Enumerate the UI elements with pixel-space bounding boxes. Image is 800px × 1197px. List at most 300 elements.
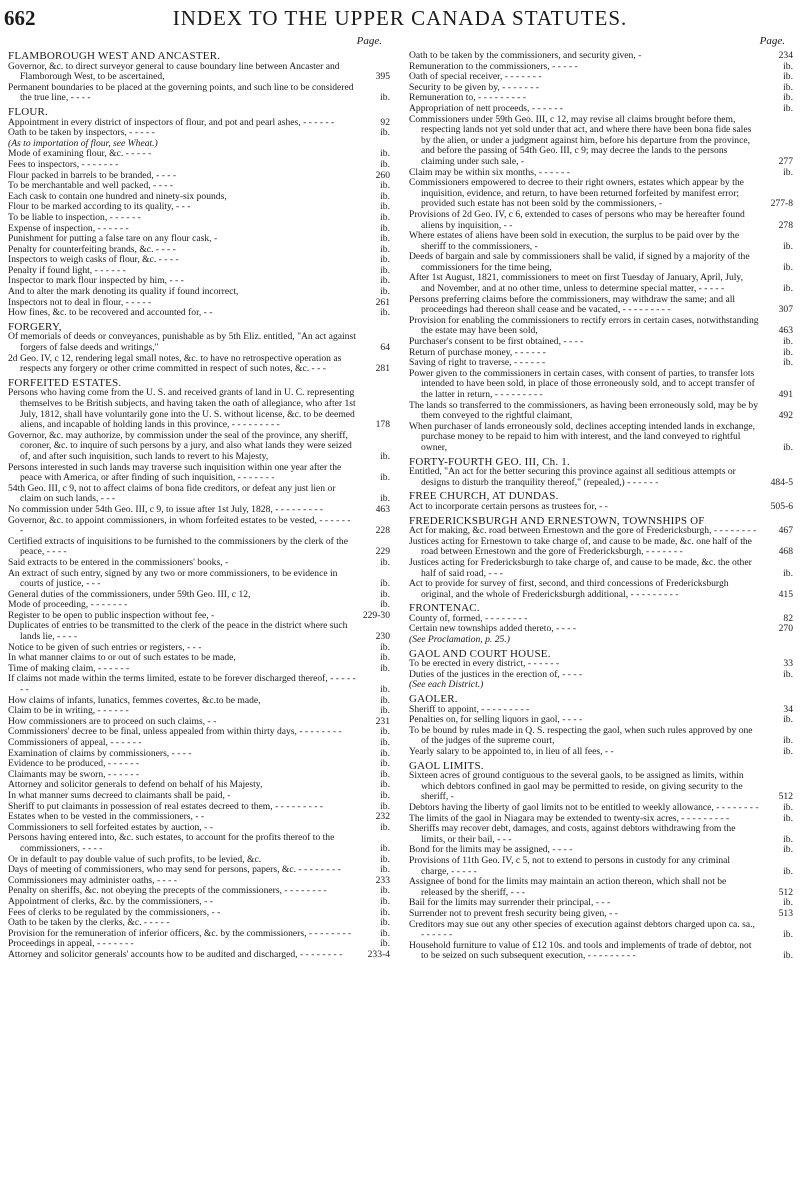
- entry-page-ref: ib.: [380, 800, 390, 812]
- entry-text: If claims not made within the terms limited, estate to be forever discharged thereof, - - - - - - -: [8, 673, 356, 696]
- index-entry: [8, 950, 390, 961]
- index-entry: [8, 160, 390, 171]
- entry-text: Sheriff to put claimants in possession of real estates decreed to them, - - - - - - - - -: [8, 800, 323, 812]
- entry-text: Penalty if found light, - - - - - -: [8, 264, 126, 276]
- index-entry: [8, 213, 390, 224]
- entry-text: Sheriffs may recover debt, damages, and costs, against debtors withdrawing from the limits, or their bail, - - -: [409, 823, 736, 845]
- entry-page-ref: 92: [380, 116, 390, 128]
- entry-page-ref: ib.: [380, 578, 390, 590]
- entry-text: Provision for the remuneration of inferior officers, &c. by the commissioners, - - - - - - - -: [8, 927, 352, 939]
- index-section: [8, 322, 390, 375]
- entry-page-ref: 415: [778, 588, 793, 600]
- entry-page-ref: 230: [375, 631, 390, 643]
- entry-page-ref: ib.: [783, 357, 793, 369]
- entry-text: Surrender not to prevent fresh security being given, - -: [409, 907, 618, 919]
- entry-text: Duties of the justices in the erection of, - - - -: [409, 668, 583, 680]
- entry-text: Said extracts to be entered in the commissioners' books, -: [8, 556, 229, 568]
- entry-text: To be merchantable and well packed, - - - -: [8, 180, 174, 192]
- entry-text: Act for making, &c. road between Ernestown and the gore of Fredericksburgh, - - - - - - - -: [409, 525, 757, 537]
- entry-text: Purchaser's consent to be first obtained, - - - -: [409, 336, 584, 348]
- entry-text: Appropriation of nett proceeds, - - - - - -: [409, 102, 563, 114]
- index-entry: [409, 273, 793, 294]
- entry-text: Yearly salary to be appointed to, in lieu of all fees, - -: [409, 746, 614, 757]
- entry-text: Assignee of bond for the limits may maintain an action thereon, which shall not be released by the sheriff, - - -: [409, 876, 727, 898]
- index-entry: [8, 308, 390, 319]
- index-entry: [409, 579, 793, 600]
- section-heading: FLAMBOROUGH WEST AND ANCASTER.: [8, 50, 221, 62]
- entry-page-ref: 281: [375, 363, 390, 375]
- section-heading: FLOUR.: [8, 105, 49, 118]
- page-column-label: Page.: [356, 35, 382, 47]
- entry-page-ref: ib.: [783, 714, 793, 726]
- index-entry: [409, 115, 793, 168]
- entry-text: Commissioners to sell forfeited estates by auction, - -: [8, 821, 213, 833]
- entry-text: Time of making claim, - - - - - -: [8, 662, 130, 674]
- entry-page-ref: ib.: [380, 243, 390, 255]
- entry-page-ref: ib.: [380, 853, 390, 865]
- entry-page-ref: ib.: [380, 938, 390, 950]
- entry-text: Commissioners of appeal, - - - - - -: [8, 737, 142, 748]
- index-entry: [409, 909, 793, 920]
- entry-text: Act to provide for survey of first, second, and third concessions of Fredericksburgh original, and the whole of Fredericksburgh additional, - - - - - - - - -: [409, 578, 729, 600]
- index-entry: [8, 505, 390, 516]
- entry-text: Certain new townships added thereto, - - - -: [409, 623, 577, 635]
- entry-text: Household furniture to value of £12 10s. and tools and implements of trade of debtor, not to be seized on such subsequent execution, - - - - - - - - -: [409, 939, 752, 962]
- entry-page-ref: ib.: [783, 92, 793, 104]
- entry-text: General duties of the commissioners, under 59th Geo. III, c 12,: [8, 588, 251, 600]
- entry-page-ref: ib.: [380, 275, 390, 287]
- entry-page-ref: 463: [375, 503, 390, 515]
- section-heading: FORTY-FOURTH GEO. III, Ch. 1.: [409, 455, 570, 468]
- index-entry: [8, 833, 390, 854]
- index-entry: [409, 178, 793, 210]
- index-entry: [409, 824, 793, 845]
- page-header: [0, 2, 800, 32]
- entry-text: Flour to be marked according to its quality, - - -: [8, 201, 191, 213]
- entry-page-ref: 229: [375, 546, 390, 558]
- index-section: [8, 51, 390, 104]
- entry-page-ref: ib.: [783, 336, 793, 348]
- entry-text: Persons preferring claims before the commissioners, may withdraw the same; and all proceedings had thereon shall cease and be vacated, - - - - - - - - -: [409, 293, 736, 316]
- entry-page-ref: 307: [778, 304, 793, 316]
- entry-text: Persons having entered into, &c. such estates, to account for the profits thereof to the commissioners, - - - -: [8, 832, 335, 854]
- entry-page-ref: ib.: [783, 240, 793, 252]
- index-entry: [8, 621, 390, 642]
- entry-text: When purchaser of lands erroneously sold, declines accepting intended lands in exchange, purchase money to be repaid to him with interest, and the land conveyed to rightful owner,: [409, 420, 756, 453]
- entry-text: County of, formed, - - - - - - - -: [409, 612, 528, 624]
- entry-page-ref: ib.: [783, 735, 793, 747]
- index-section: [409, 516, 793, 601]
- entry-page-ref: ib.: [380, 286, 390, 298]
- entry-page-ref: ib.: [783, 897, 793, 909]
- index-section: [409, 649, 793, 691]
- entry-text: Bond for the limits may be assigned, - - - -: [409, 844, 573, 856]
- index-entry: [8, 83, 390, 104]
- entry-text: Sixteen acres of ground contiguous to the several gaols, to be assigned as limits, within which debtors confined in gaol may be permitted to reside, on giving security to the sheriff, -: [409, 770, 744, 803]
- entry-text: Claim may be within six months, - - - - - -: [409, 166, 570, 178]
- entry-page-ref: 233-4: [367, 948, 390, 960]
- index-section: [409, 457, 793, 489]
- entry-text: 54th Geo. III, c 9, not to affect claims of bona fide creditors, or defeat any just lien or claim on such lands, - - -: [8, 482, 336, 505]
- entry-page-ref: ib.: [380, 895, 390, 907]
- entry-page-ref: ib.: [380, 906, 390, 918]
- entry-page-ref: ib.: [783, 929, 793, 941]
- entry-text: Fees to inspectors, - - - - - - -: [8, 158, 119, 170]
- entry-text: Claim to be in writing, - - - - - -: [8, 705, 129, 717]
- entry-text: Entitled, "An act for the better securing this province against all seditious attempts or designs to disturb the tranquility thereof," (repealed,) - - - - - -: [409, 466, 736, 488]
- entry-text: 2d Geo. IV, c 12, rendering legal small notes, &c. to have no retrospective operation as respects any forgery or other crime committed in respect of such notes, &c. - - -: [8, 352, 342, 375]
- entry-page-ref: ib.: [380, 450, 390, 462]
- index-entry: [8, 463, 390, 484]
- entry-page-ref: ib.: [380, 264, 390, 276]
- entry-text: The lands so transferred to the commissioners, as having been erroneously sold, may be by them conveyed to the rightful claimant,: [409, 399, 759, 422]
- index-entry: [8, 674, 390, 695]
- entry-page-ref: 468: [778, 546, 793, 558]
- entry-text: An extract of such entry, signed by any two or more commissioners, to be evidence in courts of justice, - - -: [8, 567, 338, 590]
- entry-page-ref: ib.: [380, 747, 390, 759]
- entry-page-ref: ib.: [380, 705, 390, 717]
- index-section: [409, 491, 793, 512]
- entry-page-ref: 492: [778, 410, 793, 422]
- entry-text: Oath to be taken by inspectors, - - - - -: [8, 127, 155, 139]
- index-entry: [409, 295, 793, 316]
- entry-page-ref: ib.: [783, 60, 793, 72]
- entry-page-ref: 463: [778, 325, 793, 337]
- entry-page-ref: 395: [375, 71, 390, 83]
- entry-text: Governor, &c. to direct surveyor general to cause boundary line between Ancaster and Flamborough West, to be ascertained,: [8, 60, 340, 83]
- entry-text: Commissioners' decree to be final, unless appealed from within thirty days, - - - - - - - -: [8, 726, 342, 738]
- entry-page-ref: ib.: [380, 254, 390, 266]
- left-column: [8, 36, 390, 960]
- entry-page-ref: ib.: [380, 472, 390, 484]
- entry-text: The limits of the gaol in Niagara may be extended to twenty-six acres, - - - - - - - - -: [409, 812, 730, 824]
- index-entry: [8, 354, 390, 375]
- index-entry: [409, 747, 793, 758]
- entry-page-ref: ib.: [783, 844, 793, 856]
- page-column-label: Page.: [759, 35, 785, 47]
- index-entry: [409, 104, 793, 115]
- entry-text: (See each District.): [409, 679, 484, 691]
- index-entry: [409, 51, 793, 62]
- entry-page-ref: 512: [778, 791, 793, 803]
- entry-text: No commission under 54th Geo. III, c 9, to issue after 1st July, 1828, - - - - - - - - -: [8, 503, 324, 515]
- page-title: INDEX TO THE UPPER CANADA STATUTES.: [172, 6, 628, 30]
- index-section: [409, 51, 793, 454]
- entry-page-ref: 64: [380, 342, 390, 354]
- entry-page-ref: ib.: [380, 641, 390, 653]
- entry-page-ref: 278: [778, 219, 793, 231]
- entry-text: Bail for the limits may surrender their principal, - - -: [409, 897, 611, 909]
- entry-text: Persons who having come from the U. S. and received grants of land in U. C. representing themselves to be British subjects, and having taken the oath of allegiance, who after 1st July, 1812, shall have voluntarily gone into the U. S. without license, &c. to be deemed aliens, and incapable of holding lands in this province, - - - - - - - - -: [8, 387, 356, 431]
- entry-text: Or in default to pay double value of such profits, to be levied, &c.: [8, 853, 262, 865]
- entry-text: Notice to be given of such entries or registers, - - -: [8, 641, 202, 653]
- section-heading: FORGERY,: [8, 320, 62, 333]
- index-entry: [409, 252, 793, 273]
- entry-page-ref: 512: [778, 886, 793, 898]
- index-entry: [8, 558, 390, 569]
- entry-text: How commissioners are to proceed on such claims, - -: [8, 715, 217, 727]
- entry-page-ref: 234: [778, 50, 793, 61]
- entry-text: Estates when to be vested in the commissioners, - -: [8, 811, 205, 823]
- index-section: [409, 603, 793, 645]
- entry-text: Appointment of clerks, &c. by the commissioners, - -: [8, 895, 213, 907]
- entry-page-ref: ib.: [380, 864, 390, 876]
- index-entry: [8, 791, 390, 802]
- entry-page-ref: ib.: [783, 746, 793, 757]
- entry-page-ref: ib.: [380, 726, 390, 738]
- entry-page-ref: ib.: [380, 201, 390, 213]
- entry-page-ref: 82: [783, 612, 793, 624]
- entry-text: (See Proclamation, p. 25.): [409, 634, 510, 646]
- entry-page-ref: ib.: [380, 211, 390, 223]
- entry-text: Commissioners under 59th Geo. III, c 12, may revise all claims brought before them, respecting lands not yet sold under that act, and where there have been bona fide sales by the alien, or under a judgment against him, before his departure from the province, and before the passing of 54th Geo. III, c 9; may decree the lands to the persons claiming under such sale, -: [409, 113, 752, 167]
- index-entry: [409, 771, 793, 803]
- entry-text: Certified extracts of inquisitions to be furnished to the commissioners by the clerk of the peace, - - - -: [8, 535, 348, 558]
- index-entry: [409, 231, 793, 252]
- entry-text: How fines, &c. to be recovered and accounted for, - -: [8, 307, 213, 319]
- index-section: [409, 761, 793, 962]
- index-entry: [409, 537, 793, 558]
- section-heading: FRONTENAC.: [409, 602, 480, 615]
- index-entry: [8, 537, 390, 558]
- entry-text: Inspector to mark flour inspected by him, - - -: [8, 275, 184, 287]
- section-heading: FREDERICKSBURGH AND ERNESTOWN, TOWNSHIPS OF: [409, 514, 705, 527]
- entry-page-ref: ib.: [380, 737, 390, 748]
- entry-text: Oath to be taken by the commissioners, and security given, -: [409, 50, 642, 61]
- entry-text: And to alter the mark denoting its quality if found incorrect,: [8, 286, 239, 298]
- entry-page-ref: ib.: [783, 668, 793, 680]
- index-entry: [409, 856, 793, 877]
- cross-reference-note: [409, 680, 793, 691]
- index-entry: [409, 422, 793, 454]
- index-entry: [409, 401, 793, 422]
- entry-text: Inspectors not to deal in flour, - - - - -: [8, 296, 152, 308]
- entry-page-ref: 277-8: [770, 198, 793, 210]
- section-heading: FREE CHURCH, AT DUNDAS.: [409, 490, 559, 503]
- entry-text: Penalty for counterfeiting brands, &c. - - - -: [8, 243, 176, 255]
- entry-page-ref: ib.: [380, 190, 390, 202]
- entry-text: Commissioners empowered to decree to their right owners, estates which appear by the inquisition, evidence, and return, to have been returned forfeited by manifest error; provided such estate has not been sold by the commissioners, -: [409, 177, 744, 210]
- entry-page-ref: ib.: [783, 102, 793, 114]
- entry-text: Mode of proceeding, - - - - - - -: [8, 599, 128, 611]
- section-heading: GAOLER.: [409, 693, 458, 706]
- entry-page-ref: ib.: [380, 307, 390, 319]
- entry-page-ref: ib.: [783, 865, 793, 877]
- entry-page-ref: ib.: [380, 92, 390, 104]
- index-entry: [8, 62, 390, 83]
- entry-page-ref: ib.: [783, 441, 793, 453]
- entry-page-ref: ib.: [380, 694, 390, 706]
- entry-page-ref: 33: [783, 658, 793, 670]
- index-entry: [409, 502, 793, 513]
- entry-page-ref: 231: [375, 715, 390, 727]
- entry-page-ref: ib.: [783, 812, 793, 824]
- entry-page-ref: ib.: [783, 166, 793, 178]
- entry-page-ref: ib.: [783, 261, 793, 273]
- entry-page-ref: 229-30: [362, 609, 390, 621]
- entry-page-ref: ib.: [380, 180, 390, 192]
- entry-page-ref: ib.: [380, 222, 390, 234]
- entry-page-ref: ib.: [380, 127, 390, 139]
- index-entry: [8, 569, 390, 590]
- entry-text: Deeds of bargain and sale by commissioners shall be valid, if signed by a majority of the commissioners for the time being,: [409, 251, 750, 273]
- entry-text: Punishment for putting a false tare on any flour cask, -: [8, 233, 218, 245]
- entry-page-ref: ib.: [783, 71, 793, 83]
- entry-page-ref: ib.: [380, 917, 390, 929]
- entry-text: Expense of inspection, - - - - - -: [8, 222, 129, 234]
- entry-text: Of memorials of deeds or conveyances, punishable as by 5th Eliz. entitled, "An act against forgers of false deeds and writings,": [8, 331, 356, 354]
- entry-text: Penalty on sheriffs, &c. not obeying the precepts of the commissioners, - - - - - - - -: [8, 885, 327, 897]
- entry-text: Penalties on, for selling liquors in gaol, - - - -: [409, 714, 583, 726]
- index-entry: [409, 726, 793, 747]
- entry-text: Appointment in every district of inspectors of flour, and pot and pearl ashes, - - - - - -: [8, 116, 335, 128]
- index-entry: [8, 431, 390, 463]
- page-number: 662: [4, 6, 36, 30]
- left-sections: [8, 51, 390, 960]
- entry-text: Inspectors to weigh casks of flour, &c. - - - -: [8, 254, 179, 266]
- index-entry: [409, 941, 793, 962]
- index-entry: [8, 738, 390, 749]
- entry-page-ref: 513: [778, 907, 793, 919]
- index-section: [8, 378, 390, 961]
- entry-text: Return of purchase money, - - - - - -: [409, 346, 546, 358]
- entry-page-ref: ib.: [380, 588, 390, 600]
- section-heading: GAOL LIMITS.: [409, 759, 484, 772]
- entry-text: Security to be given by, - - - - - - -: [409, 81, 539, 93]
- entry-page-ref: 484-5: [770, 476, 793, 488]
- entry-text: Where estates of aliens have been sold in execution, the surplus to be paid over by the sheriff to the commissioners, -: [409, 230, 740, 252]
- entry-page-ref: ib.: [783, 283, 793, 295]
- index-entry: [409, 877, 793, 898]
- index-entry: [8, 332, 390, 353]
- entry-text: In what manner sums decreed to claimants shall be paid, -: [8, 789, 231, 801]
- index-section: [8, 107, 390, 319]
- entry-text: Sheriff to appoint, - - - - - - - - -: [409, 703, 530, 715]
- entry-page-ref: ib.: [380, 885, 390, 897]
- entry-text: Each cask to contain one hundred and ninety-six pounds,: [8, 190, 227, 202]
- entry-page-ref: 233: [375, 874, 390, 886]
- entry-text: How claims of infants, lunatics, femmes covertes, &c.to be made,: [8, 694, 261, 706]
- right-sections: [409, 51, 793, 962]
- entry-page-ref: ib.: [380, 842, 390, 854]
- entry-page-ref: ib.: [783, 950, 793, 962]
- entry-text: Remuneration to the commissioners, - - - - -: [409, 60, 578, 72]
- right-column: [409, 36, 793, 962]
- entry-text: Governor, &c. may authorize, by commission under the seal of the province, any sheriff, coroner, &c. to inquire of such persons by a jury, and also what lands they were seized of, and after such inquisition, such lands to revert to his Majesty,: [8, 429, 352, 462]
- entry-text: To be bound by rules made in Q. S. respecting the gaol, when such rules approved by one of the judges of the supreme court,: [409, 724, 753, 747]
- index-entry: [409, 316, 793, 337]
- entry-page-ref: ib.: [380, 684, 390, 696]
- index-entry: [8, 388, 390, 430]
- entry-text: Flour packed in barrels to be branded, - - - -: [8, 169, 177, 181]
- entry-text: Fees of clerks to be regulated by the commissioners, - -: [8, 906, 221, 918]
- index-entry: [8, 516, 390, 537]
- entry-text: Duplicates of entries to be transmitted to the clerk of the peace in the district where such lands lie, - - - -: [8, 620, 348, 643]
- entry-text: Evidence to be produced, - - - - - -: [8, 758, 140, 770]
- entry-text: Attorney and solicitor generals' accounts how to be audited and discharged, - - - - - - - -: [8, 948, 343, 960]
- entry-text: Mode of examining flour, &c. - - - - -: [8, 148, 152, 160]
- entry-page-ref: ib.: [380, 768, 390, 780]
- entry-page-ref: 261: [375, 296, 390, 308]
- entry-text: Governor, &c. to appoint commissioners, in whom forfeited estates to be vested, - - - - - - -: [8, 514, 351, 537]
- entry-text: Justices acting for Ernestown to take charge of, and cause to be made, &c. one half of the road between Ernestown and the gore of Fredericksburgh, - - - - - - -: [409, 535, 752, 558]
- entry-text: Permanent boundaries to be placed at the governing points, and such line to be considered the true line, - - - -: [8, 81, 354, 104]
- entry-page-ref: 228: [375, 525, 390, 537]
- entry-page-ref: ib.: [783, 567, 793, 579]
- entry-text: In what manner claims to or out of such estates to be made,: [8, 652, 236, 664]
- entry-page-ref: ib.: [783, 801, 793, 813]
- index-entry: [409, 467, 793, 488]
- entry-text: Creditors may sue out any other species of execution against debtors charged upon ca. sa., - - - - - -: [409, 918, 755, 941]
- entry-text: Debtors having the liberty of gaol limits not to be entitled to weekly allowance, - - - - - - - -: [409, 801, 759, 813]
- index-entry: [409, 920, 793, 941]
- entry-page-ref: 491: [778, 389, 793, 400]
- entry-text: Persons interested in such lands may traverse such inquisition within one year after the peace with America, or after finding of such inquisition, - - - - - - -: [8, 461, 342, 484]
- entry-page-ref: 232: [375, 811, 390, 823]
- entry-text: Justices acting for Fredericksburgh to take charge of, and cause to be made, &c. the other half of said road, - - -: [409, 556, 752, 579]
- entry-page-ref: 34: [783, 703, 793, 715]
- entry-page-ref: ib.: [380, 779, 390, 791]
- entry-text: Provisions of 11th Geo. IV, c 5, not to extend to persons in custody for any criminal charge, - - - - -: [409, 854, 731, 877]
- entry-page-ref: ib.: [783, 81, 793, 93]
- entry-page-ref: ib.: [380, 927, 390, 939]
- entry-page-ref: ib.: [380, 158, 390, 170]
- entry-page-ref: 467: [778, 525, 793, 537]
- entry-page-ref: ib.: [380, 599, 390, 611]
- entry-text: Oath of special receiver, - - - - - - -: [409, 71, 542, 83]
- entry-text: Remuneration to, - - - - - - - - -: [409, 92, 526, 104]
- entry-text: Claimants may be sworn, - - - - - -: [8, 768, 140, 780]
- entry-page-ref: 260: [375, 169, 390, 181]
- entry-page-ref: ib.: [380, 233, 390, 245]
- entry-page-ref: ib.: [380, 556, 390, 568]
- entry-text: Days of meeting of commissioners, who may send for persons, papers, &c. - - - - - - - -: [8, 864, 341, 876]
- index-entry: [8, 897, 390, 908]
- entry-text: (As to importation of flour, see Wheat.): [8, 137, 158, 149]
- entry-page-ref: ib.: [380, 789, 390, 801]
- entry-text: Saving of right to traverse, - - - - - -: [409, 357, 546, 369]
- entry-page-ref: 178: [375, 419, 390, 431]
- entry-text: To be erected in every district, - - - - - -: [409, 658, 560, 670]
- entry-page-ref: ib.: [783, 346, 793, 358]
- index-entry: [409, 210, 793, 231]
- entry-page-ref: 277: [778, 155, 793, 167]
- index-entry: [409, 369, 793, 401]
- entry-text: Attorney and solicitor generals to defend on behalf of his Majesty,: [8, 779, 263, 791]
- entry-text: Examination of claims by commissioners, - - - -: [8, 747, 192, 759]
- entry-text: Act to incorporate certain persons as trustees for, - -: [409, 500, 608, 512]
- index-entry: [409, 803, 793, 814]
- entry-page-ref: ib.: [380, 148, 390, 160]
- section-heading: GAOL AND COURT HOUSE.: [409, 647, 551, 660]
- entry-text: After 1st August, 1821, commissioners to meet on first Tuesday of January, April, July, and November, and at no other time, unless to determine special matter, - - - - -: [409, 272, 743, 295]
- entry-text: Provision for enabling the commissioners to rectify errors in certain cases, notwithstanding the estate may have been sold,: [409, 314, 759, 337]
- cross-reference-note: [409, 635, 793, 646]
- entry-page-ref: ib.: [380, 758, 390, 770]
- entry-text: Register to be open to public inspection without fee, -: [8, 609, 215, 621]
- entry-page-ref: 270: [778, 623, 793, 635]
- entry-text: Commissioners may administer oaths, - - - -: [8, 874, 177, 886]
- entry-text: Proceedings in appeal, - - - - - - -: [8, 938, 134, 950]
- entry-text: Oath to be taken by the clerks, &c. - - - - -: [8, 917, 170, 929]
- entry-page-ref: ib.: [380, 493, 390, 505]
- entry-page-ref: ib.: [380, 662, 390, 674]
- entry-text: Power given to the commissioners in certain cases, with consent of parties, to transfer lots intended to have been sold, in place of those erroneously sold, and to accept transfer of the latter in return, - - - - - - - - -: [409, 367, 755, 400]
- section-heading: FORFEITED ESTATES.: [8, 376, 122, 389]
- entry-page-ref: ib.: [783, 833, 793, 845]
- index-entry: [409, 558, 793, 579]
- entry-text: To be liable to inspection, - - - - - -: [8, 211, 141, 223]
